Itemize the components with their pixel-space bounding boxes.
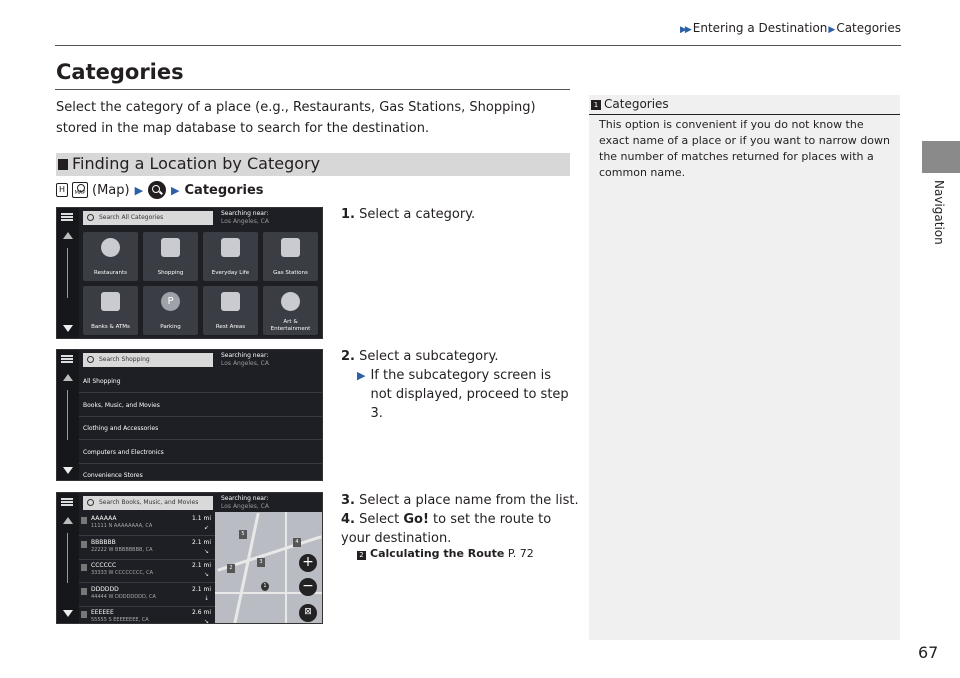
screen-left-bar bbox=[57, 350, 79, 480]
map-marker[interactable]: 4 bbox=[293, 538, 301, 547]
path-arrow-icon: ▶ bbox=[134, 183, 144, 197]
magnifier-icon bbox=[87, 499, 94, 506]
page-number: 67 bbox=[918, 643, 939, 662]
place-row[interactable]: DDDDDD 44444 W DDDDDDDD, CA 2.1 mi ↓ bbox=[79, 584, 215, 607]
scroll-up-icon[interactable] bbox=[63, 232, 73, 239]
bank-icon bbox=[101, 292, 120, 311]
category-screen bbox=[56, 207, 323, 339]
list-item[interactable]: Convenience Stores bbox=[83, 472, 143, 479]
magnifier-icon bbox=[87, 356, 94, 363]
zoom-in-button[interactable]: + bbox=[299, 554, 317, 572]
step-3: 3. Select a place name from the list. bbox=[341, 493, 579, 508]
tile-art-entertainment[interactable]: Art & Entertainment bbox=[263, 286, 318, 335]
breadcrumb-first: Entering a Destination bbox=[692, 21, 828, 35]
arrow-icon: ▶ bbox=[357, 369, 366, 382]
tile-restaurants[interactable]: Restaurants bbox=[83, 232, 138, 281]
chapter-label: Navigation bbox=[932, 180, 946, 245]
intro-text: Select the category of a place (e.g., Restaurants, Gas Stations, Shopping) stored in the map database to search for the destination. bbox=[56, 100, 536, 136]
tile-banks-atms[interactable]: Banks & ATMs bbox=[83, 286, 138, 335]
list-item[interactable]: Books, Music, and Movies bbox=[79, 394, 323, 417]
home-button-icon: H bbox=[56, 183, 68, 197]
place-marker-icon bbox=[81, 611, 87, 618]
theater-masks-icon bbox=[281, 292, 300, 311]
search-input[interactable]: Search Books, Music, and Movies bbox=[83, 496, 213, 510]
scrollbar[interactable] bbox=[67, 390, 68, 440]
fullscreen-icon[interactable]: ⊠ bbox=[299, 604, 317, 622]
tile-gas-stations[interactable]: Gas Stations bbox=[263, 232, 318, 281]
step-2: 2. Select a subcategory. ▶ If the subcategory screen is not displayed, proceed to step 3. bbox=[341, 347, 571, 423]
screen-left-bar bbox=[57, 208, 79, 338]
map-road bbox=[285, 512, 287, 624]
search-input[interactable]: Search Shopping bbox=[83, 353, 213, 367]
place-marker-icon bbox=[81, 588, 87, 595]
magnifier-icon bbox=[87, 214, 94, 221]
direction-arrow-icon: ↘ bbox=[203, 548, 209, 555]
step-4: 4. Select Go! to set the route to your destination. bbox=[341, 512, 552, 546]
shopping-bag-icon bbox=[161, 238, 180, 257]
scrollbar[interactable] bbox=[67, 248, 68, 298]
menu-icon[interactable] bbox=[61, 213, 73, 221]
results-screen bbox=[56, 492, 323, 624]
search-input[interactable]: Search All Categories bbox=[83, 211, 213, 225]
path-map-label: (Map) bbox=[92, 182, 130, 198]
scroll-down-icon[interactable] bbox=[63, 610, 73, 617]
section-title: Finding a Location by Category bbox=[72, 154, 321, 173]
searching-near[interactable]: Searching near: Los Angeles, CA bbox=[221, 210, 269, 225]
breadcrumb bbox=[680, 21, 901, 35]
tile-parking[interactable]: P Parking bbox=[143, 286, 198, 335]
map-view[interactable] bbox=[215, 512, 323, 624]
screen-left-bar bbox=[57, 493, 79, 623]
direction-arrow-icon: ↙ bbox=[203, 524, 209, 531]
reference-icon: 2 bbox=[357, 551, 366, 560]
note-body: This option is convenient if you do not know the exact name of a place or if you want to narrow down the number of matches returned for places with a common name. bbox=[599, 118, 890, 179]
place-row[interactable]: EEEEEE 55555 S EEEEEEEE, CA 2.6 mi ↘ bbox=[79, 607, 215, 624]
double-arrow-icon: ▶▶ bbox=[679, 25, 690, 35]
section-header bbox=[56, 153, 570, 176]
path-arrow-icon: ▶ bbox=[171, 183, 180, 197]
tile-shopping[interactable]: Shopping bbox=[143, 232, 198, 281]
searching-near[interactable]: Searching near: Los Angeles, CA bbox=[221, 352, 269, 367]
place-row[interactable]: AAAAAA 11111 N AAAAAAAA, CA 1.1 mi ↙ bbox=[79, 513, 215, 536]
tile-rest-areas[interactable]: Rest Areas bbox=[203, 286, 258, 335]
note-number-icon: 1 bbox=[591, 100, 601, 110]
arrow-icon: ▶ bbox=[828, 25, 836, 35]
cross-reference[interactable]: 2 Calculating the Route P. 72 bbox=[357, 547, 534, 560]
list-item[interactable]: Clothing and Accessories bbox=[79, 417, 323, 440]
scroll-down-icon[interactable] bbox=[63, 325, 73, 332]
menu-path bbox=[56, 181, 264, 199]
list-item[interactable]: Computers and Electronics bbox=[79, 441, 323, 464]
restaurant-icon bbox=[101, 238, 120, 257]
chapter-tab bbox=[922, 141, 960, 173]
menu-icon[interactable] bbox=[61, 498, 73, 506]
place-marker-icon bbox=[81, 517, 87, 524]
scrollbar[interactable] bbox=[67, 533, 68, 583]
note-header: 1 Categories bbox=[589, 96, 900, 115]
scroll-up-icon[interactable] bbox=[63, 374, 73, 381]
step-2-note: ▶ If the subcategory screen is not displayed, proceed to step 3. bbox=[357, 368, 569, 421]
direction-arrow-icon: ↘ bbox=[203, 618, 209, 624]
step-1: 1. Select a category. bbox=[341, 207, 476, 222]
title-rule bbox=[55, 89, 570, 90]
search-icon bbox=[148, 181, 166, 199]
breadcrumb-second: Categories bbox=[836, 21, 901, 35]
header-rule bbox=[55, 45, 901, 46]
map-marker[interactable]: 3 bbox=[257, 558, 265, 567]
scroll-up-icon[interactable] bbox=[63, 517, 73, 524]
map-icon: MAP bbox=[72, 182, 88, 198]
everyday-life-icon bbox=[221, 238, 240, 257]
map-marker[interactable]: 2 bbox=[227, 564, 235, 573]
page-title: Categories bbox=[56, 60, 184, 84]
place-marker-icon bbox=[81, 541, 87, 548]
list-item[interactable]: All Shopping bbox=[79, 370, 323, 393]
restroom-icon bbox=[221, 292, 240, 311]
section-square-icon bbox=[58, 159, 68, 170]
place-marker-icon bbox=[81, 564, 87, 571]
zoom-out-button[interactable]: − bbox=[299, 578, 317, 596]
map-marker[interactable]: 5 bbox=[239, 530, 247, 539]
direction-arrow-icon: ↘ bbox=[203, 571, 209, 578]
menu-icon[interactable] bbox=[61, 355, 73, 363]
road-shield-icon: 1 bbox=[261, 582, 269, 591]
gas-pump-icon bbox=[281, 238, 300, 257]
path-categories: Categories bbox=[184, 182, 264, 198]
searching-near[interactable]: Searching near: Los Angeles, CA bbox=[221, 495, 269, 510]
subcategory-screen bbox=[56, 349, 323, 481]
scroll-down-icon[interactable] bbox=[63, 467, 73, 474]
place-row[interactable]: BBBBBB 22222 W BBBBBBBB, CA 2.1 mi ↘ bbox=[79, 537, 215, 560]
parking-icon: P bbox=[161, 292, 180, 311]
tile-everyday-life[interactable]: Everyday Life bbox=[203, 232, 258, 281]
direction-arrow-icon: ↓ bbox=[203, 595, 209, 602]
place-row[interactable]: CCCCCC 33333 W CCCCCCCC, CA 2.1 mi ↘ bbox=[79, 560, 215, 583]
